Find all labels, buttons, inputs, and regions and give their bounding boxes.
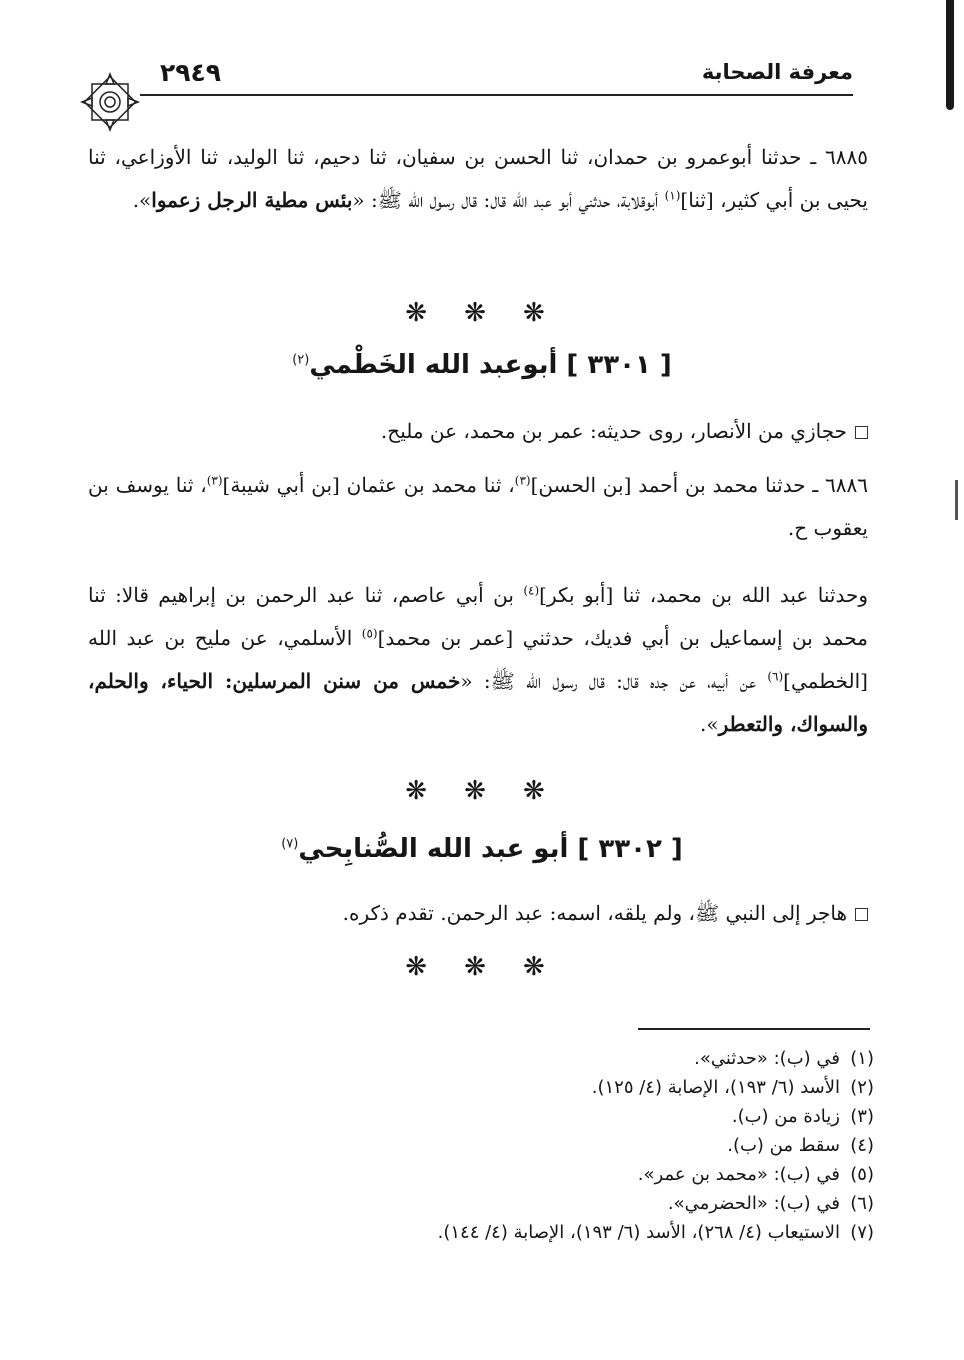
entry-title-3301: [ ٣٣٠١ ] أبوعبد الله الخَطْمي$^{(٢)}$ (292, 350, 672, 380)
scan-edge-mark (946, 0, 954, 110)
page-number: ٢٩٤٩ (160, 58, 222, 87)
hadith-quote: بئس مطية الرجل زعموا (151, 188, 353, 212)
separator-stars: ❋ ❋ ❋ (405, 952, 559, 982)
page-header (88, 58, 853, 98)
footnotes (314, 1044, 874, 1247)
footnote-item: (٢)الأسد (٦/ ١٩٣)، الإصابة (٤/ ١٢٥). (591, 1077, 874, 1098)
entry-3302-intro: هاجر إلى النبي ﷺ، ولم يلقه، اسمه: عبد الرحمن. تقدم ذكره. (88, 892, 868, 935)
running-title: معرفة الصحابة (701, 60, 853, 84)
footnote-item: (١)في (ب): «حدثني». (694, 1048, 874, 1069)
scan-margin-mark (955, 480, 958, 520)
hadith-6885: ٦٨٨٥ ـ حدثنا أبوعمرو بن حمدان، ثنا الحسن بن سفيان، ثنا دحيم، ثنا الوليد، ثنا الأوزاعي، ثنا يحيى بن أبي كثير، [ثنا]$^{(١)}$ أبوقلابة، حدثني أبو عبد الله قال: قال رسول الله ﷺ: «بئس مطية الرجل زعموا». (88, 145, 868, 212)
footnote-item: (٥)في (ب): «محمد بن عمر». (637, 1164, 874, 1185)
ornament-icon (78, 70, 142, 134)
footnote-item: (٧)الاستيعاب (٤/ ٢٦٨)، الأسد (٦/ ١٩٣)، الإصابة (٤/ ١٤٤). (437, 1222, 874, 1243)
hadith-6886-chain-2: وحدثنا عبد الله بن محمد، ثنا [أبو بكر]$^{(٤)}$ بن أبي عاصم، ثنا عبد الرحمن بن إبراهيم قالا: ثنا محمد بن إسماعيل بن أبي فديك، حدثني [عمر بن محمد]$^{(٥)}$ الأسلمي، عن مليح بن عبد الله [الخطمي]$^{(٦)}$ عن أبيه، عن جده قال: قال رسول الله ﷺ: «خمس من سنن المرسلين: الحياء، والحلم، والسواك، والتعطر». (88, 583, 868, 736)
bullet-box-icon (855, 426, 868, 439)
hadith-quote: خمس من سنن المرسلين: الحياء، والحلم، والسواك، والتعطر (88, 669, 868, 736)
header-rule (140, 94, 853, 96)
entry-title-3302: [ ٣٣٠٢ ] أبو عبد الله الصُّنابِحي$^{(٧)}$ (281, 834, 683, 864)
footnote-item: (٣)زيادة من (ب). (731, 1106, 874, 1127)
footnote-item: (٤)سقط من (ب). (727, 1135, 874, 1156)
footnote-ref-7: (٧) (281, 836, 299, 852)
bullet-box-icon (855, 908, 868, 921)
footnote-rule (638, 1028, 870, 1030)
separator-stars: ❋ ❋ ❋ (405, 776, 559, 806)
footnote-ref-1: (١) (664, 188, 681, 203)
entry-3301-intro: حجازي من الأنصار، روى حديثه: عمر بن محمد، عن مليح. (88, 410, 868, 453)
footnote-item: (٦)في (ب): «الحضرمي». (667, 1193, 874, 1214)
footnote-ref-2: (٢) (292, 352, 310, 368)
separator-stars: ❋ ❋ ❋ (405, 298, 559, 328)
hadith-6886-chain-1: ٦٨٨٦ ـ حدثنا محمد بن أحمد [بن الحسن]$^{(٣)}$، ثنا محمد بن عثمان [بن أبي شيبة]$^{(٣)}$، ثنا يوسف بن يعقوب ح. (88, 473, 868, 540)
